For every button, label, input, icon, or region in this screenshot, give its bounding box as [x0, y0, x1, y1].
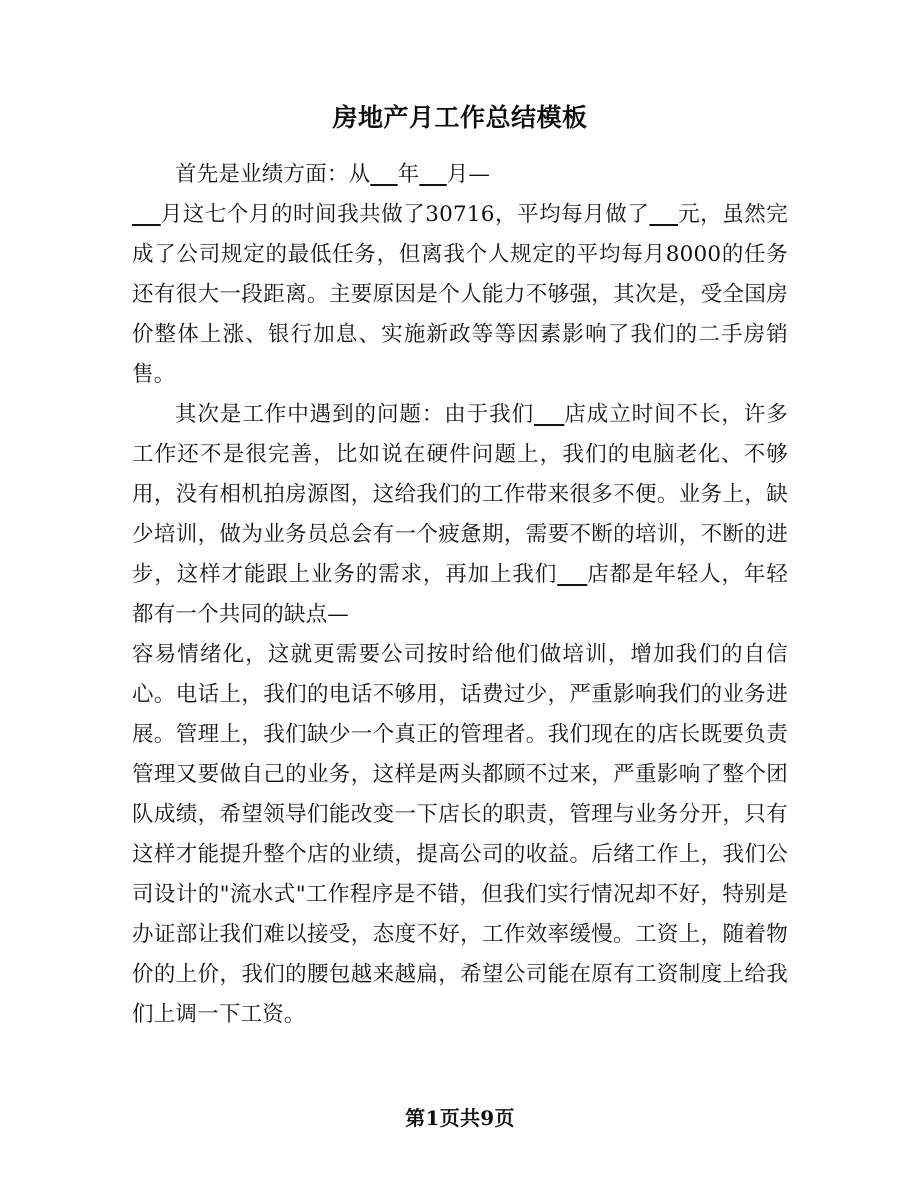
paragraph-suggestions: 容易情绪化，这就更需要公司按时给他们做培训，增加我们的自信心。电话上，我们的电话不够用，话费过少，严重影响我们的业务进展。管理上，我们缺少一个真正的管理者。我们现在的店长既要负责管理又要做自己的业务，这样是两头都顾不过来，严重影响了整个团队成绩，希望领导们能改变一下店长的职责，管理与业务分开，只有这样才能提升整个店的业绩，提高公司的收益。后绪工作上，我们公司设计的"流水式"工作程序是不错，但我们实行情况却不好，特别是办证部让我们难以接受，态度不好，工作效率缓慢。工资上，随着物价的上价，我们的腰包越来越扁，希望公司能在原有工资制度上给我们上调一下工资。 — [132, 642, 788, 1027]
fill-in-blank — [557, 562, 587, 587]
document-body — [132, 0, 788, 1035]
fill-in-blank — [370, 162, 397, 187]
fill-in-blank — [534, 402, 564, 427]
fill-in-blank — [649, 202, 678, 227]
paragraph-problems: 其次是工作中遇到的问题：由于我们 店成立时间不长，许多工作还不是很完善，比如说在硬件问题上，我们的电脑老化、不够用，没有相机拍房源图，这给我们的工作带来很多不便。业务上，缺少培训，做为业务员总会有一个疲惫期，需要不断的培训，不断的进步，这样才能跟上业务的需求，再加上我们 店都是年轻人，年轻都有一个共同的缺点— — [132, 402, 788, 627]
paragraph-performance: 首先是业绩方面：从 年 月— 月这七个月的时间我共做了30716，平均每月做了 元，虽然完成了公司规定的最低任务，但离我个人规定的平均每月8000的任务还有很大一段距离。主要原因是个人能力不够强，其次是，受全国房价整体上涨、银行加息、实施新政等等因素影响了我们的二手房销售。 — [132, 162, 788, 387]
page-footer: 第1页共9页 — [405, 1106, 515, 1130]
fill-in-blank — [419, 162, 446, 187]
fill-in-blank — [132, 202, 161, 227]
page-title: 房地产月工作总结模板 — [332, 103, 588, 132]
